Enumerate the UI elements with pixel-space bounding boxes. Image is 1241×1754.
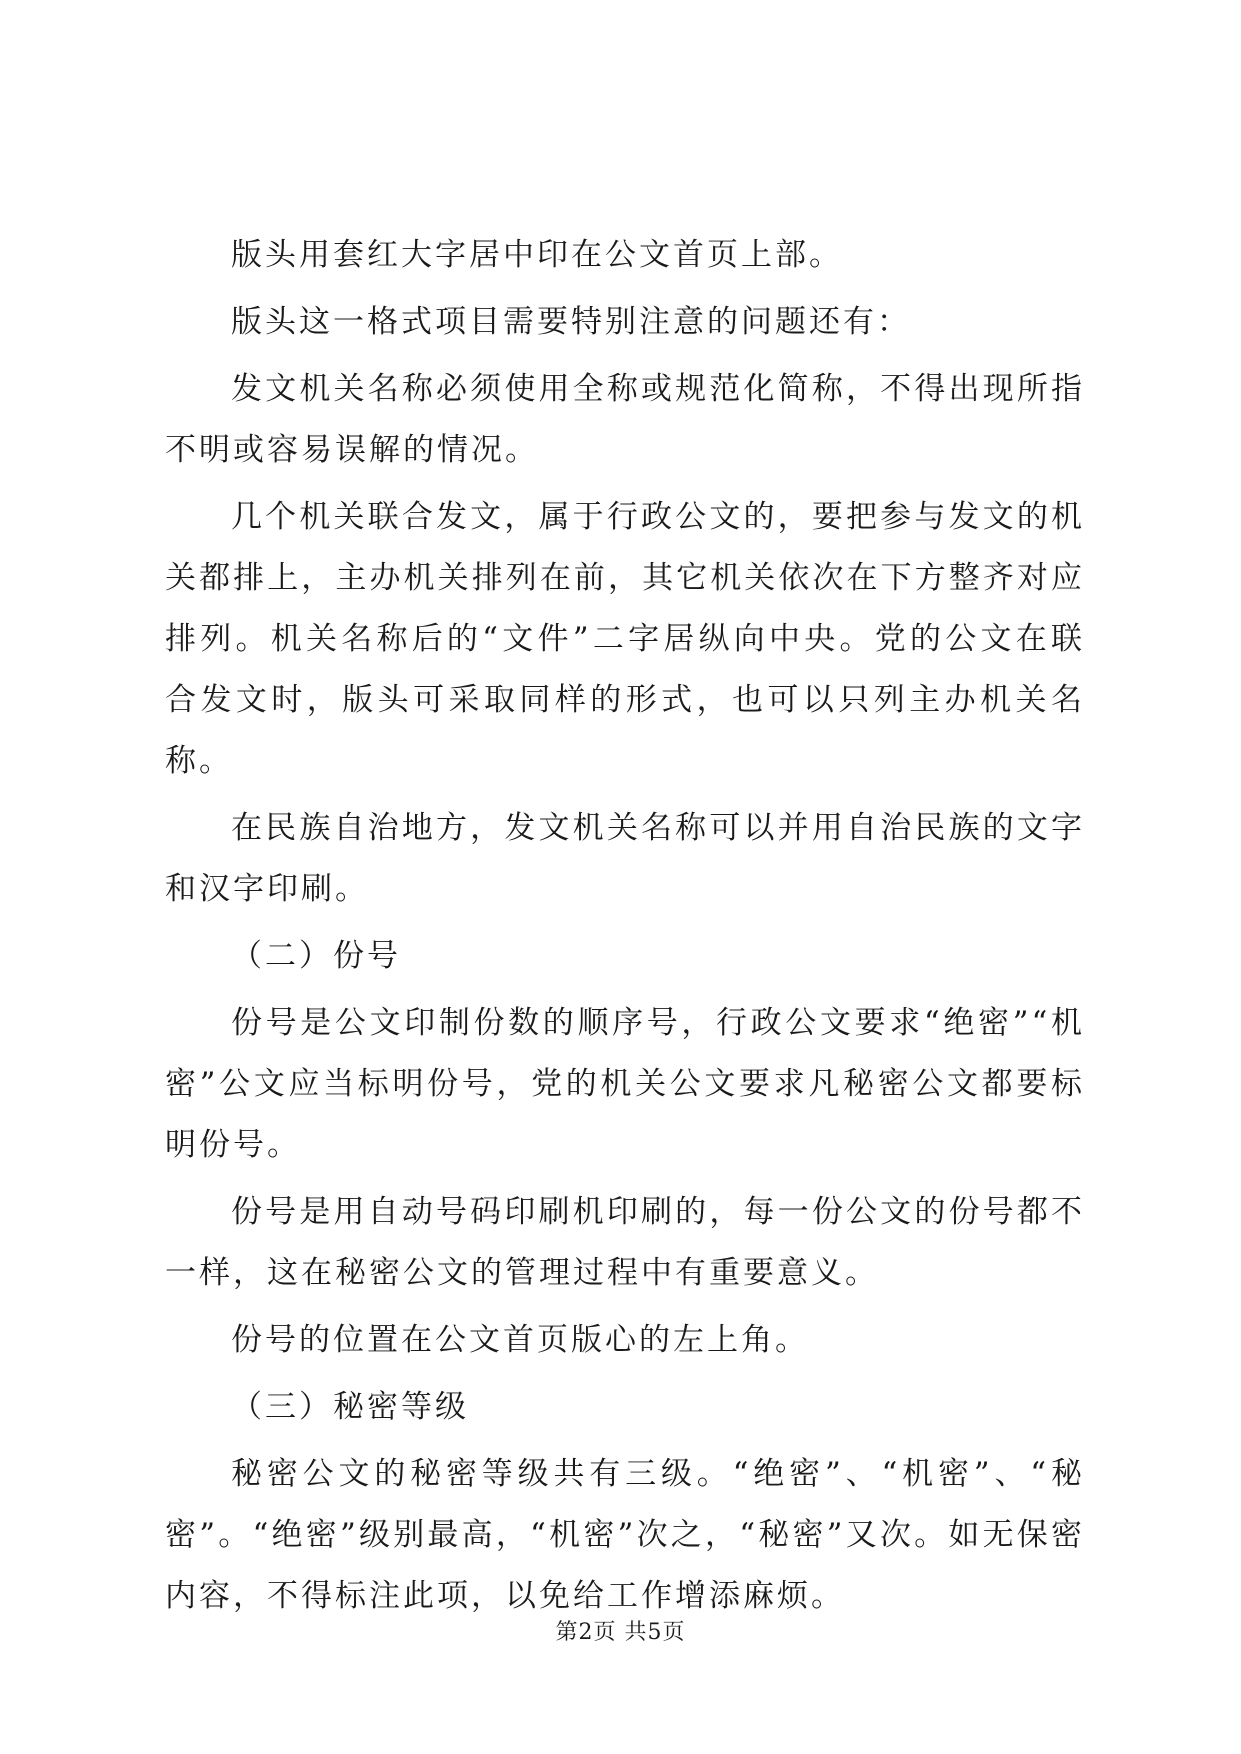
paragraph-joint-issuance: 几个机关联合发文，属于行政公文的，要把参与发文的机关都排上，主办机关排列在前，其它机关依次在下方整齐对应排列。机关名称后的“文件”二字居纵向中央。党的公文在联合发文时，版头可采取同样的形式，也可以只列主办机关名称。 (165, 499, 1085, 779)
paragraph-copy-number-definition: 份号是公文印制份数的顺序号，行政公文要求“绝密”“机密”公文应当标明份号，党的机关公文要求凡秘密公文都要标明份号。 (165, 1005, 1085, 1163)
paragraph-copy-number-location: 份号的位置在公文首页版心的左上角。 (231, 1322, 809, 1358)
document-body (165, 225, 1085, 1633)
paragraph-masthead-position: 版头用套红大字居中印在公文首页上部。 (231, 237, 843, 273)
paragraph-ethnic-autonomy: 在民族自治地方，发文机关名称可以并用自治民族的文字和汉字印刷。 (165, 810, 1085, 907)
paragraph-masthead-notes-intro: 版头这一格式项目需要特别注意的问题还有： (231, 304, 911, 340)
paragraph-secrecy-levels: 秘密公文的秘密等级共有三级。“绝密”、“机密”、“秘密”。“绝密”级别最高，“机密”次之，“秘密”又次。如无保密内容，不得标注此项，以免给工作增添麻烦。 (165, 1456, 1085, 1614)
page-number-footer: 第2页 共5页 (555, 1620, 686, 1645)
section-heading-secrecy-level: （三）秘密等级 (231, 1389, 469, 1425)
paragraph-copy-number-printing: 份号是用自动号码印刷机印刷的，每一份公文的份号都不一样，这在秘密公文的管理过程中有重要意义。 (165, 1194, 1085, 1291)
paragraph-issuer-name: 发文机关名称必须使用全称或规范化简称，不得出现所指不明或容易误解的情况。 (165, 371, 1085, 468)
section-heading-copy-number: （二）份号 (231, 938, 401, 974)
